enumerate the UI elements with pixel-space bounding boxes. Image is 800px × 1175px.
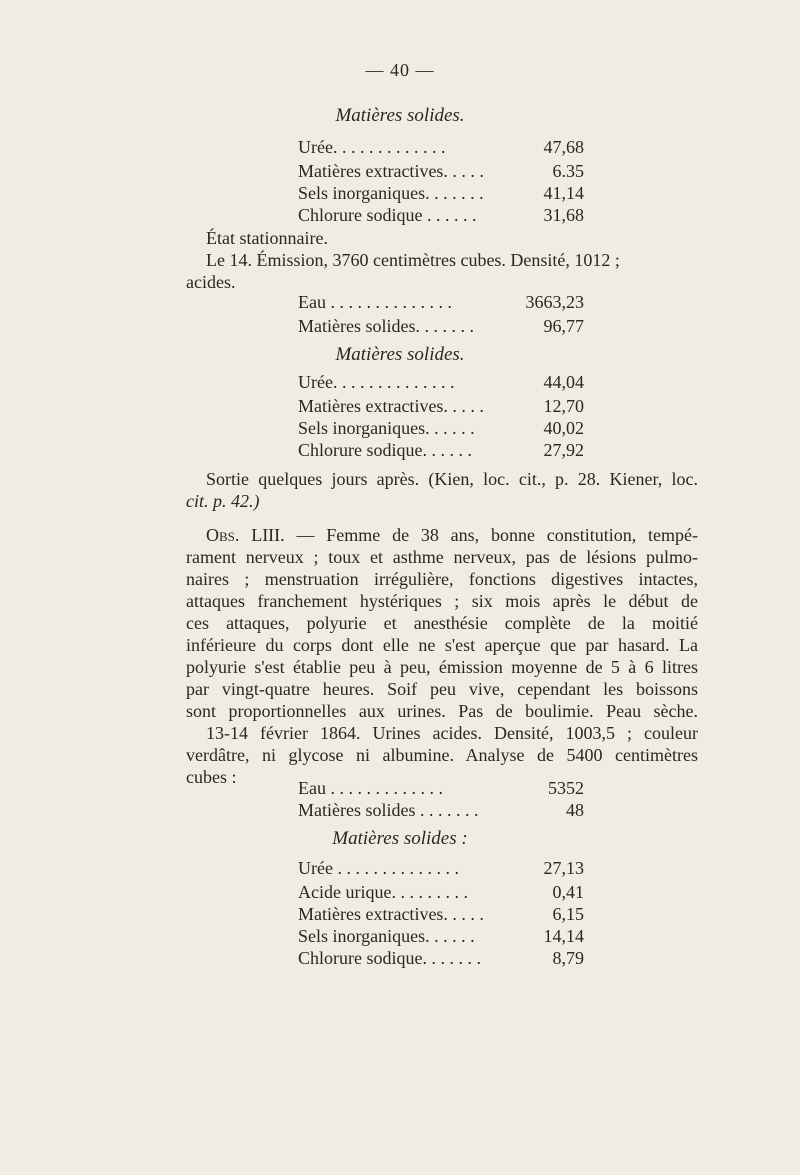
text-line: attaques franchement hystériques ; six mois après le début de bbox=[186, 591, 698, 611]
text-line: inférieure du corps dont elle ne s'est aperçue que par hasard. La bbox=[186, 635, 698, 655]
row-value: 96,77 bbox=[543, 316, 584, 336]
row-value: 12,70 bbox=[543, 396, 584, 416]
row-value: 27,92 bbox=[543, 440, 584, 460]
paragraph bbox=[186, 227, 698, 293]
table-row bbox=[298, 314, 584, 338]
text-line: État stationnaire. bbox=[206, 228, 328, 248]
table-row bbox=[298, 290, 584, 314]
table-row bbox=[298, 798, 584, 822]
row-label: Matières extractives. . . . . bbox=[298, 904, 484, 924]
text-line: naires ; menstruation irrégulière, fonctions digestives intactes, bbox=[186, 569, 698, 589]
row-label: Matières extractives. . . . . bbox=[298, 396, 484, 416]
text-line: ces attaques, polyurie et anesthésie complète de la moitié bbox=[186, 613, 698, 633]
paragraph bbox=[186, 468, 698, 512]
row-label: Chlorure sodique . . . . . . bbox=[298, 205, 477, 225]
table-row bbox=[298, 438, 584, 462]
row-label: Chlorure sodique. . . . . . bbox=[298, 440, 472, 460]
text-line bbox=[186, 524, 698, 546]
row-label: Sels inorganiques. . . . . . . bbox=[298, 183, 484, 203]
row-label: Urée. . . . . . . . . . . . . . bbox=[298, 372, 455, 392]
row-value: 8,79 bbox=[552, 948, 584, 968]
page-number: — 40 — bbox=[365, 60, 435, 80]
table-row bbox=[298, 880, 584, 904]
text-line: par vingt-quatre heures. Soif peu vive, cependant les boissons bbox=[186, 679, 698, 699]
row-label: Matières solides . . . . . . . bbox=[298, 800, 479, 820]
row-value: 48 bbox=[566, 800, 584, 820]
text-fragment: — Femme de 38 ans, bonne constitution, tempé- bbox=[296, 525, 698, 545]
row-label: Urée . . . . . . . . . . . . . . bbox=[298, 858, 459, 878]
text-line: polyurie s'est établie peu à peu, émission moyenne de 5 à 6 litres bbox=[186, 657, 698, 677]
text-line: cit. p. 42.) bbox=[186, 491, 260, 511]
text-line: Sortie quelques jours après. (Kien, loc. cit., p. 28. Kiener, loc. bbox=[206, 469, 698, 489]
table-row bbox=[298, 159, 584, 183]
row-value: 41,14 bbox=[543, 183, 584, 203]
row-value: 44,04 bbox=[543, 372, 584, 392]
text-line: Le 14. Émission, 3760 centimètres cubes. Densité, 1012 ; bbox=[206, 250, 620, 270]
row-label: Chlorure sodique. . . . . . . bbox=[298, 948, 481, 968]
row-value: 31,68 bbox=[543, 205, 584, 225]
row-value: 5352 bbox=[548, 778, 584, 798]
table-row bbox=[298, 181, 584, 205]
table-row bbox=[298, 856, 584, 880]
row-value: 0,41 bbox=[552, 882, 584, 902]
row-value: 6.35 bbox=[552, 161, 584, 181]
row-label: Eau . . . . . . . . . . . . . . bbox=[298, 292, 452, 312]
section-heading: Matières solides : bbox=[332, 828, 468, 849]
row-label: Eau . . . . . . . . . . . . . bbox=[298, 778, 443, 798]
section-heading: Matières solides. bbox=[335, 344, 465, 365]
table-row bbox=[298, 416, 584, 440]
row-label: Matières extractives. . . . . bbox=[298, 161, 484, 181]
table-row bbox=[298, 902, 584, 926]
table-row bbox=[298, 135, 584, 159]
table-row bbox=[298, 370, 584, 394]
table-row bbox=[298, 924, 584, 948]
table-row bbox=[298, 946, 584, 970]
table-row bbox=[298, 776, 584, 800]
text-line: acides. bbox=[186, 272, 236, 292]
text-line: sont proportionnelles aux urines. Pas de boulimie. Peau sèche. bbox=[186, 701, 698, 721]
row-label: Urée. . . . . . . . . . . . . bbox=[298, 137, 446, 157]
row-label: Sels inorganiques. . . . . . bbox=[298, 418, 475, 438]
text-line: rament nerveux ; toux et asthme nerveux, pas de lésions pulmo- bbox=[186, 547, 698, 567]
row-label: Acide urique. . . . . . . . . bbox=[298, 882, 468, 902]
observation-label: Obs. LIII. bbox=[206, 525, 285, 545]
row-value: 47,68 bbox=[543, 137, 584, 157]
table-row bbox=[298, 394, 584, 418]
row-value: 40,02 bbox=[543, 418, 584, 438]
text-line: 13-14 février 1864. Urines acides. Densité, 1003,5 ; couleur bbox=[206, 723, 698, 743]
row-value: 27,13 bbox=[543, 858, 584, 878]
text-line: verdâtre, ni glycose ni albumine. Analyse de 5400 centimètres bbox=[186, 745, 698, 765]
row-value: 14,14 bbox=[543, 926, 584, 946]
row-value: 6,15 bbox=[552, 904, 584, 924]
observation-paragraph bbox=[186, 524, 698, 788]
row-label: Matières solides. . . . . . . bbox=[298, 316, 474, 336]
row-label: Sels inorganiques. . . . . . bbox=[298, 926, 475, 946]
text-line: cubes : bbox=[186, 767, 237, 787]
section-heading: Matières solides. bbox=[335, 105, 465, 126]
table-row bbox=[298, 203, 584, 227]
row-value: 3663,23 bbox=[525, 292, 584, 312]
